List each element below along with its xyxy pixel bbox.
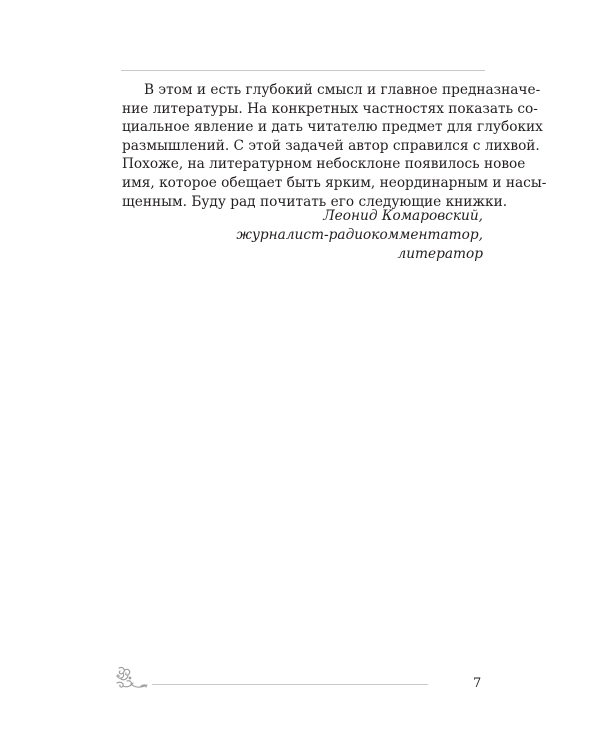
footer-rule (152, 684, 428, 685)
paragraph-line: циальное явление и дать читателю предмет для глубоких (122, 119, 543, 136)
signature-role: журналист-радиокомментатор, (236, 226, 483, 243)
signature-name: Леонид Комаровский, (323, 208, 483, 224)
header-rule (121, 70, 485, 71)
paragraph-line: щенным. Буду рад почитать его следующие книжки. (122, 193, 508, 210)
paragraph-line: имя, которое обещает быть ярким, неординарным и насы- (122, 174, 547, 191)
page-number: 7 (473, 676, 482, 691)
paragraph-line: ние литературы. На конкретных частностях показать со- (122, 100, 538, 117)
paragraph-line: Похоже, на литературном небосклоне появилось новое (122, 156, 526, 173)
floral-ornament-icon (113, 664, 155, 692)
body-paragraph (122, 81, 547, 211)
signature-role-2: литератор (397, 245, 483, 262)
author-signature (236, 207, 483, 263)
paragraph-line: В этом и есть глубокий смысл и главное предназначе- (144, 82, 541, 98)
paragraph-line: размышлений. С этой задачей автор справился с лихвой. (122, 137, 540, 154)
